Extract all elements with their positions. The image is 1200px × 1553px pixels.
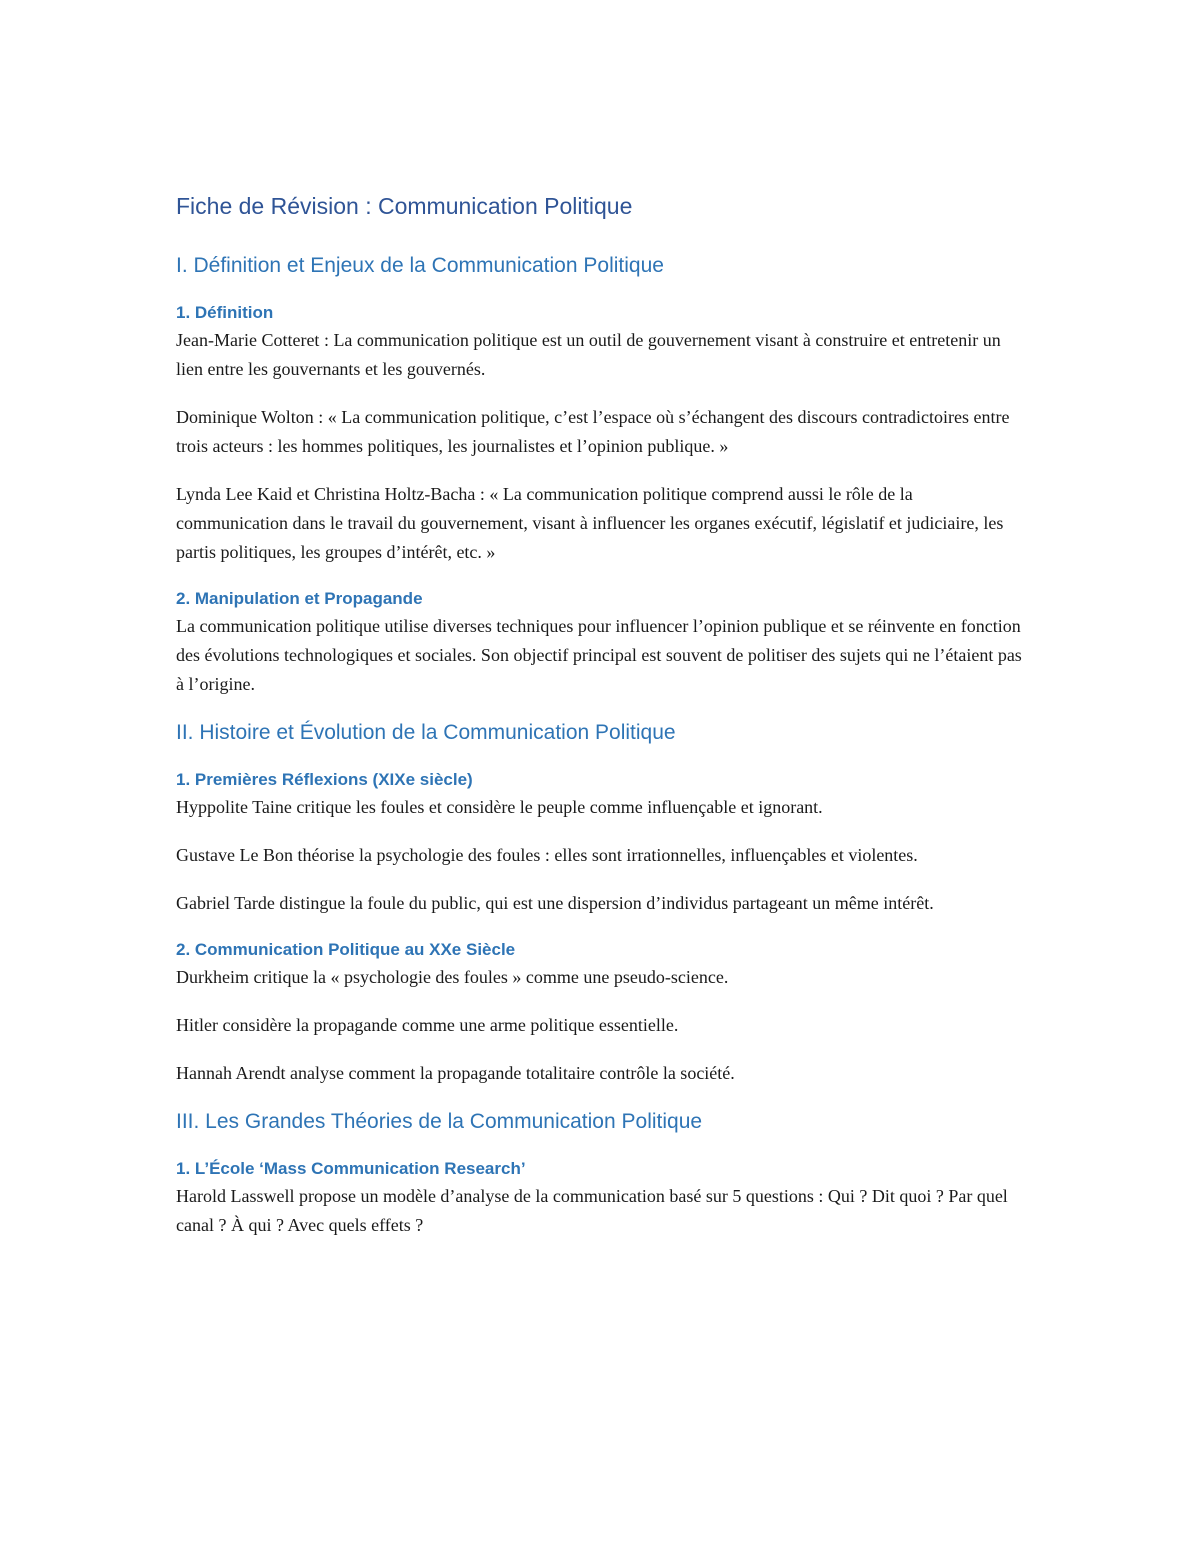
document-title: Fiche de Révision : Communication Politique <box>176 193 633 219</box>
paragraph: Harold Lasswell propose un modèle d’analyse de la communication basé sur 5 questions : Qui ? Dit quoi ? Par quel canal ? À qui ? Avec quels effets ? <box>176 1186 1008 1235</box>
paragraph: Hannah Arendt analyse comment la propagande totalitaire contrôle la société. <box>176 1063 735 1083</box>
subsection-heading: 2. Communication Politique au XXe Siècle <box>176 940 516 959</box>
paragraph: Hyppolite Taine critique les foules et considère le peuple comme influençable et ignorant. <box>176 797 823 817</box>
paragraph: Gustave Le Bon théorise la psychologie des foules : elles sont irrationnelles, influençables et violentes. <box>176 845 918 865</box>
subsection-heading: 1. Premières Réflexions (XIXe siècle) <box>176 770 473 789</box>
section-heading: I. Définition et Enjeux de la Communication Politique <box>176 254 664 277</box>
section-heading: II. Histoire et Évolution de la Communication Politique <box>176 721 676 744</box>
paragraph: Jean-Marie Cotteret : La communication politique est un outil de gouvernement visant à construire et entretenir un lien entre les gouvernants et les gouvernés. <box>176 330 1001 379</box>
paragraph: Gabriel Tarde distingue la foule du public, qui est une dispersion d’individus partageant un même intérêt. <box>176 893 934 913</box>
paragraph: Hitler considère la propagande comme une arme politique essentielle. <box>176 1015 679 1035</box>
paragraph: La communication politique utilise diverses techniques pour influencer l’opinion publique et se réinvente en fonction des évolutions technologiques et sociales. Son objectif principal est souvent de politiser des sujets qui ne l’étaient pas à l’origine. <box>176 616 1022 694</box>
paragraph: Dominique Wolton : « La communication politique, c’est l’espace où s’échangent des discours contradictoires entre trois acteurs : les hommes politiques, les journalistes et l’opinion publique. » <box>176 407 1010 456</box>
subsection-heading: 1. L’École ‘Mass Communication Research’ <box>176 1159 526 1178</box>
subsection-heading: 2. Manipulation et Propagande <box>176 589 423 608</box>
paragraph: Lynda Lee Kaid et Christina Holtz-Bacha : « La communication politique comprend aussi le rôle de la communication dans le travail du gouvernement, visant à influencer les organes exécutif, législatif et judiciaire, les partis politiques, les groupes d’intérêt, etc. » <box>176 484 1004 562</box>
paragraph: Durkheim critique la « psychologie des foules » comme une pseudo-science. <box>176 967 729 987</box>
section-heading: III. Les Grandes Théories de la Communication Politique <box>176 1110 703 1133</box>
subsection-heading: 1. Définition <box>176 303 274 322</box>
document-page <box>176 190 1026 1259</box>
